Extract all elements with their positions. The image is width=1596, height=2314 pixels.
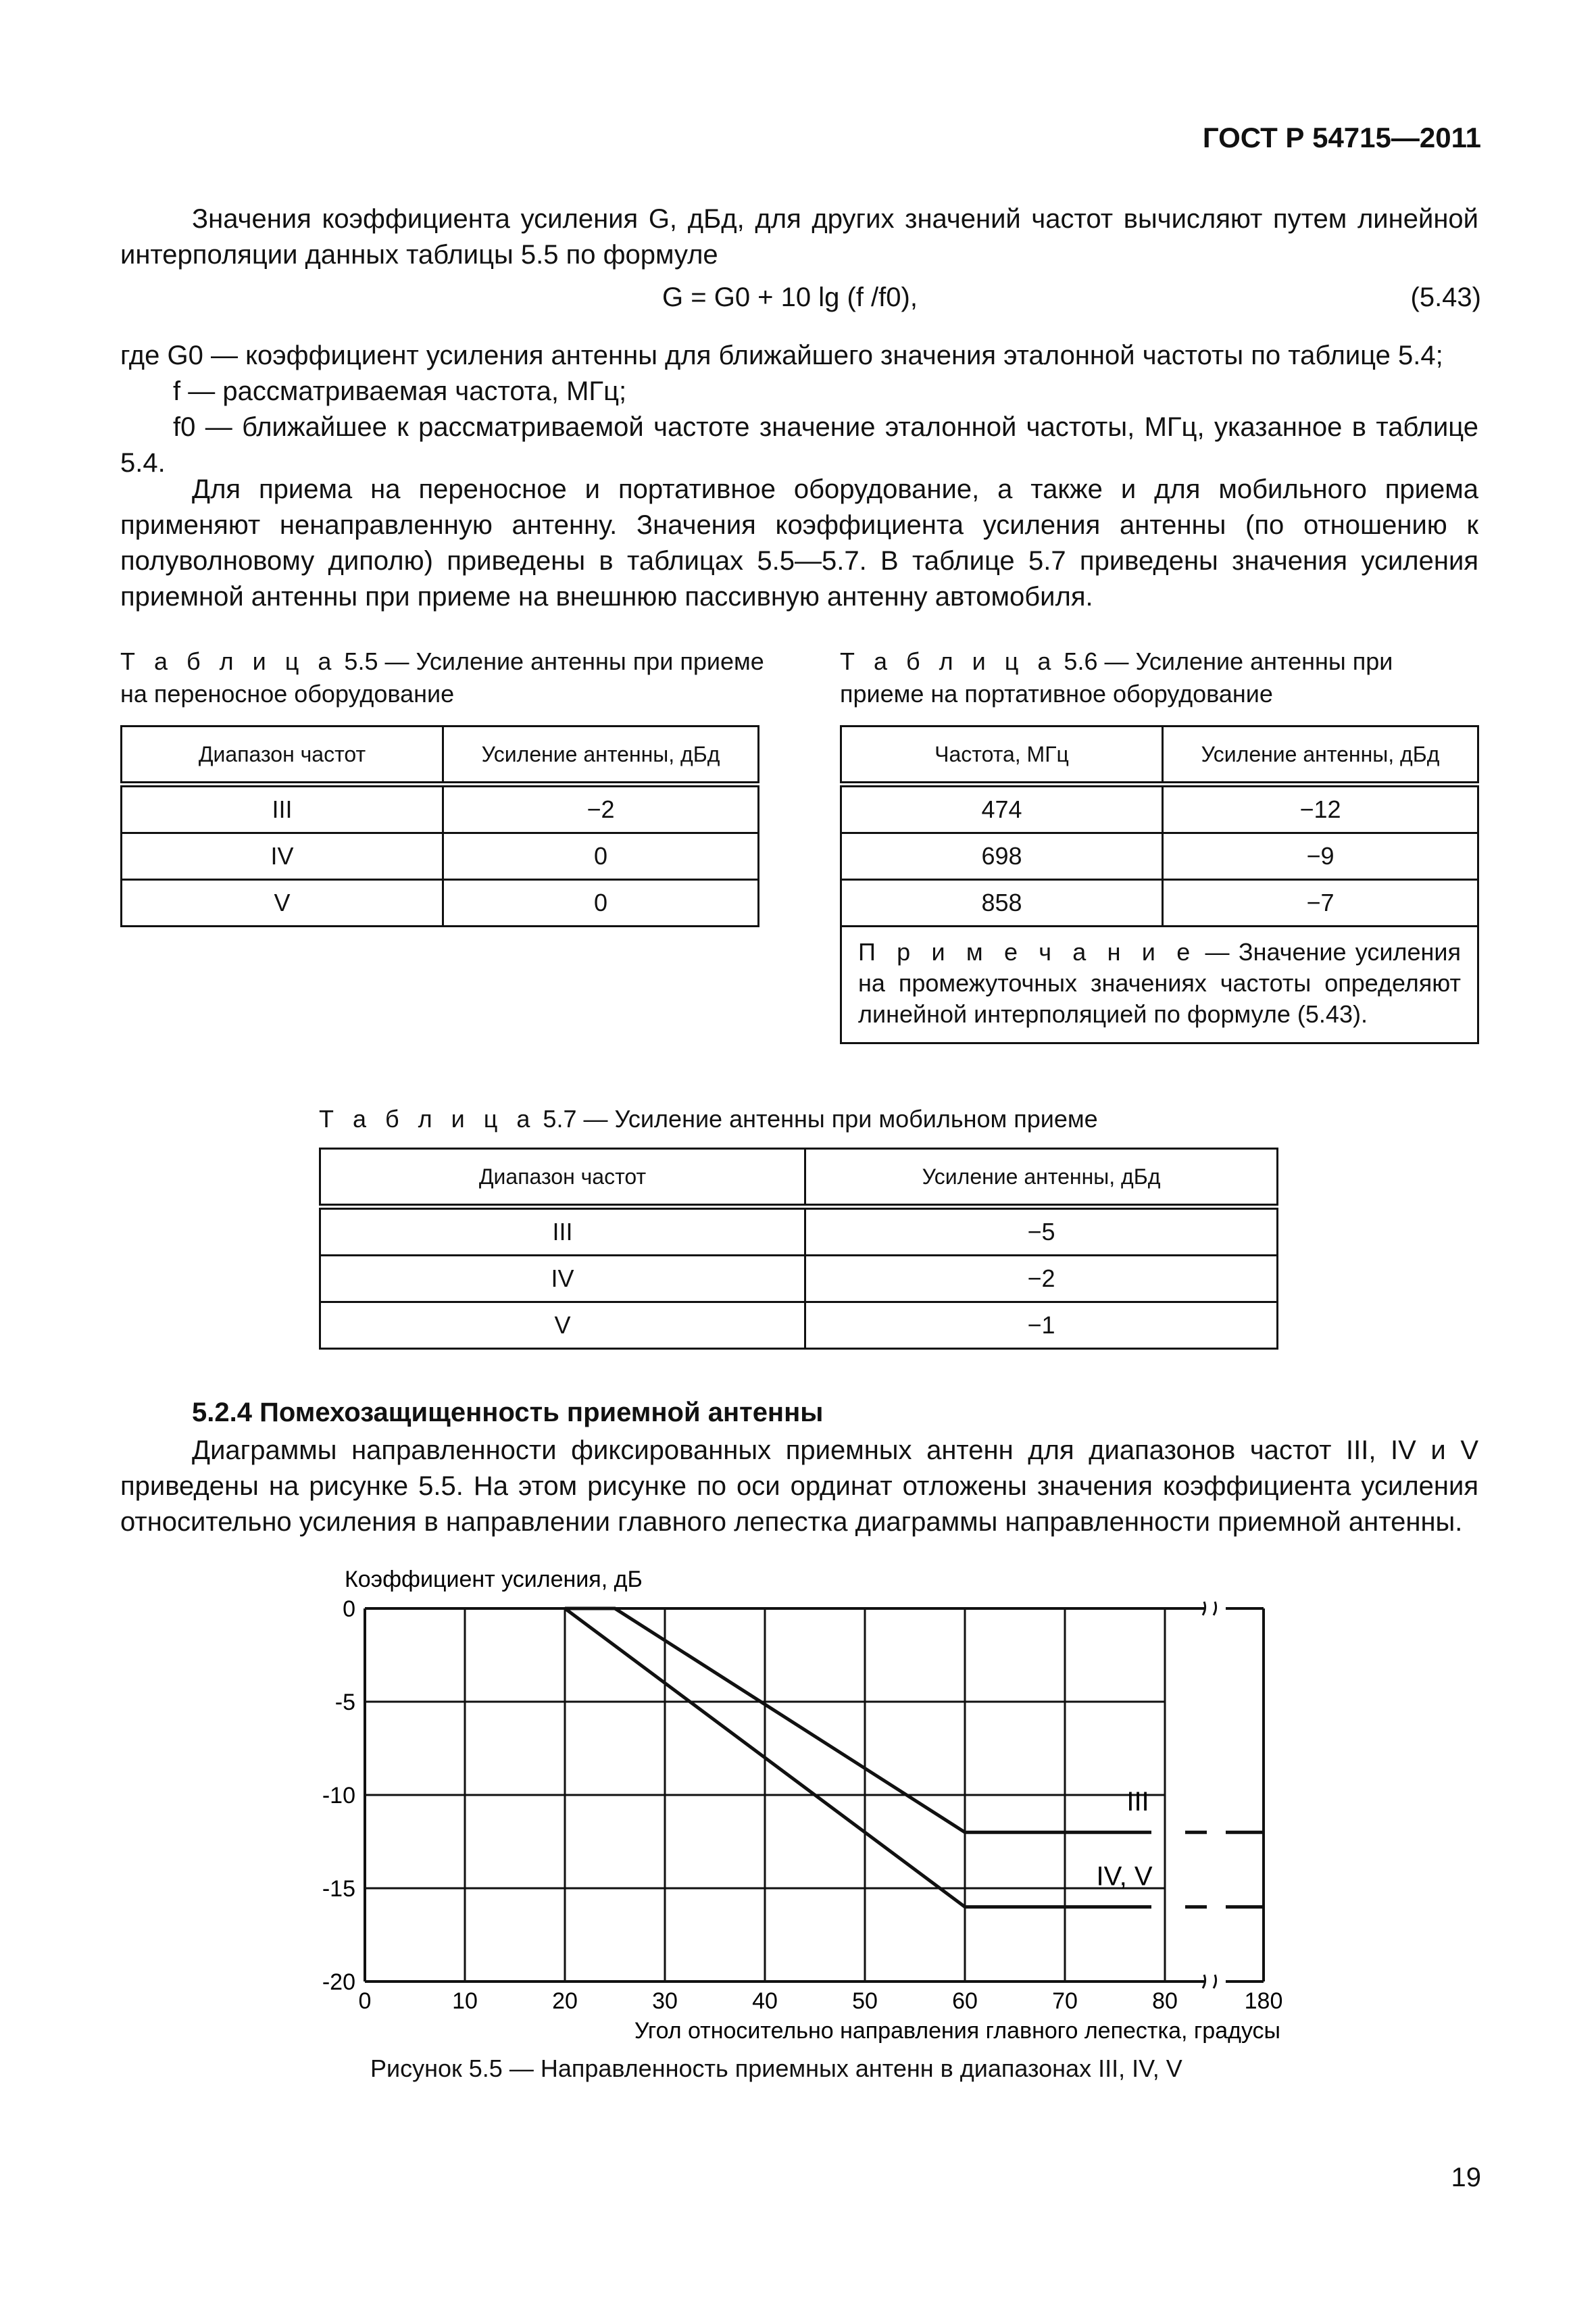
table-header: Диапазон частот [320,1149,805,1207]
series-label: IV, V [1096,1861,1153,1892]
table-cell: −1 [805,1302,1278,1349]
y-tick-label: -20 [322,1969,355,1995]
table-header: Усиление антенны, дБд [805,1149,1278,1207]
table-label: Т а б л и ц а [840,647,1057,675]
table-cell: 0 [443,880,759,927]
table-5-7 [319,1148,1278,1350]
table-cell: −2 [805,1256,1278,1302]
table-row [122,880,759,927]
table-header: Диапазон частот [122,727,443,785]
document-header: ГОСТ Р 54715—2011 [1202,122,1481,153]
table-5-6 [840,725,1479,1044]
table-cell: −7 [1163,880,1478,927]
table-5-6-caption [840,645,1482,710]
x-tick-label: 40 [752,1988,778,2014]
y-tick-label: -15 [322,1876,355,1902]
chart-labels [322,1567,1283,2044]
table-5-5 [120,725,759,927]
where-g0: где G0 — коэффициент усиления антенны для ближайшего значения эталонной частоты по таблице 5.4; [120,341,1443,370]
table-cell: −12 [1163,785,1478,833]
chart-series [565,1608,1264,1907]
table-header: Усиление антенны, дБд [1163,727,1478,785]
figure-caption: Рисунок 5.5 — Направленность приемных антенн в диапазонах III, IV, V [370,2054,1182,2082]
table-cell: IV [122,833,443,880]
y-tick-label: -5 [334,1690,355,1715]
table-row [841,833,1478,880]
table-cell: −5 [805,1207,1278,1256]
table-caption-text: 5.7 — Усиление антенны при мобильном приеме [543,1105,1098,1133]
table-cell: 698 [841,833,1163,880]
note-label: П р и м е ч а н и е [858,938,1197,966]
formula-number: (5.43) [1410,282,1481,312]
y-tick-label: -10 [322,1783,355,1808]
table-cell: V [320,1302,805,1349]
table-row [841,880,1478,927]
figure-5-5-chart [318,1554,1304,2048]
table-caption-text: 5.5 — Усиление антенны при приеме на переносное оборудование [120,647,764,708]
table-row [320,1256,1278,1302]
table-row [320,1302,1278,1349]
series-label: III [1126,1787,1149,1817]
table-row [122,785,759,833]
x-axis-title: Угол относительно направления главного лепестка, градусы [634,2018,1280,2044]
table-cell: −2 [443,785,759,833]
table-cell: III [122,785,443,833]
x-tick-label: 80 [1152,1988,1178,2014]
formula: G = G0 + 10 lg (f /f0), [662,282,918,312]
y-tick-label: 0 [343,1596,355,1622]
table-header: Частота, МГц [841,727,1163,785]
y-axis-title: Коэффициент усиления, дБ [345,1567,643,1592]
table-row [122,833,759,880]
table-cell: III [320,1207,805,1256]
note-text: — Значение усиления на промежуточных значениях частоты определяют линейной интерполяцией по формуле (5.43). [858,938,1461,1028]
section-paragraph: Диаграммы направленности фиксированных приемных антенн для диапазонов частот III, IV и V приведены на рисунке 5.5. На этом рисунке по оси ординат отложены значения коэффициента усиления относительно усиления в направлении главного лепестка диаграммы направленности приемной антенны. [120,1435,1478,1537]
x-tick-label: 10 [452,1988,478,2014]
table-5-7-caption [319,1103,1265,1135]
x-tick-label: 50 [852,1988,878,2014]
table-note-row [841,927,1478,1043]
intro-paragraph: Значения коэффициента усиления G, дБд, для других значений частот вычисляют путем линейной интерполяции данных таблицы 5.5 по формуле [120,204,1478,270]
table-note [841,927,1478,1043]
table-5-5-caption [120,645,769,710]
table-cell: 858 [841,880,1163,927]
table-label: Т а б л и ц а [120,647,338,675]
table-caption-text: 5.6 — Усиление антенны при приеме на портативное оборудование [840,647,1393,708]
table-row [841,785,1478,833]
x-tick-label: 20 [552,1988,578,2014]
where-f: f — рассматриваемая частота, МГц; [173,376,627,406]
x-tick-label: 70 [1052,1988,1078,2014]
page-number: 19 [1451,2163,1481,2192]
portable-paragraph: Для приема на переносное и портативное оборудование, а также и для мобильного приема применяют ненаправленную антенну. Значения коэффициента усиления антенны (по отношению к полуволновому диполю) приведены в таблицах 5.5—5.7. В таблице 5.7 приведены значения усиления приемной антенны при приеме на внешнюю пассивную антенну автомобиля. [120,474,1478,612]
table-cell: 0 [443,833,759,880]
x-tick-label: 0 [358,1988,372,2014]
series-line-iv-v [565,1608,1151,1907]
table-row [320,1207,1278,1256]
x-tick-label: 180 [1244,1988,1283,2014]
table-header: Усиление антенны, дБд [443,727,759,785]
where-f0: f0 — ближайшее к рассматриваемой частоте значение эталонной частоты, МГц, указанное в таблице 5.4. [120,412,1478,478]
table-cell: V [122,880,443,927]
table-cell: IV [320,1256,805,1302]
x-tick-label: 30 [652,1988,678,2014]
axis-break-mark [1203,1975,1216,1988]
section-title: 5.2.4 Помехозащищенность приемной антенны [192,1398,824,1427]
x-tick-label: 60 [952,1988,978,2014]
axis-break-mark [1203,1602,1216,1615]
series-line-iii [565,1608,1151,1832]
table-label: Т а б л и ц а [319,1105,537,1133]
table-cell: 474 [841,785,1163,833]
table-cell: −9 [1163,833,1478,880]
